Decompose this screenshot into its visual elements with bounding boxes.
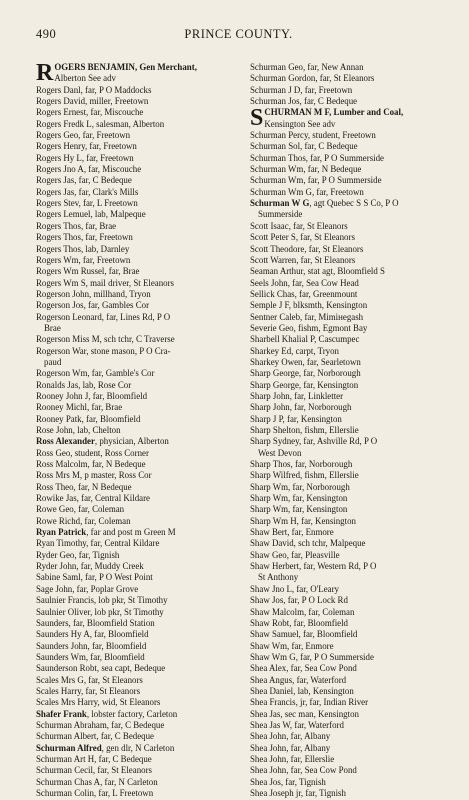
- directory-entry: Rogerson Leonard, far, Lines Rd, P O: [36, 311, 171, 322]
- directory-entry: Shea Alex, far, Sea Cow Pond: [250, 663, 357, 674]
- directory-entry: Scales Mrs Harry, wid, St Eleanors: [36, 697, 161, 708]
- directory-entry: Schurman J D, far, Freetown: [250, 84, 353, 95]
- directory-entry: Sharp John, far, Norborough: [250, 402, 352, 413]
- directory-entry: Shaw Jno L, far, O'Leary: [250, 583, 339, 594]
- directory-entry: Shea John, far, Ellerslie: [250, 753, 335, 764]
- directory-entry: Severie Geo, fishm, Egmont Bay: [250, 322, 368, 333]
- entry-continuation: paud: [44, 356, 62, 367]
- directory-entry: Rogers Fredk L, salesman, Alberton: [36, 118, 165, 129]
- directory-entry: Schurman Sol, far, C Bedeque: [250, 141, 358, 152]
- directory-entry: Shea John, far, Albany: [250, 742, 331, 753]
- entry-name-bold: Schurman Alfred: [36, 742, 102, 753]
- directory-entry: Scott Warren, far, St Eleanors: [250, 254, 356, 265]
- directory-entry: Schurman Geo, far, New Annan: [250, 62, 364, 72]
- directory-entry: Schurman Albert, far, C Bedeque: [36, 731, 154, 742]
- directory-entry: Rowe Geo, far, Coleman: [36, 504, 125, 515]
- featured-entry-line: Alberton See adv: [54, 73, 116, 84]
- directory-entry: Rooney Michl, far, Brae: [36, 402, 123, 413]
- directory-entry: Schurman Percy, student, Freetown: [250, 130, 376, 141]
- directory-entry: Saulnier Francis, lob pkr, St Timothy: [36, 595, 168, 606]
- directory-entry: Saunders, far, Bloomfield Station: [36, 617, 155, 628]
- directory-entry: Rooney John J, far, Bloomfield: [36, 390, 148, 401]
- directory-entry: Ryan Timothy, far, Central Kildare: [36, 538, 160, 549]
- directory-entry: Schurman Gordon, far, St Eleanors: [250, 73, 375, 84]
- directory-entry: Shea Joseph jr, far, Tignish: [250, 788, 346, 798]
- directory-entry: Scott Isaac, far, St Eleanors: [250, 220, 348, 231]
- directory-entry: Saunders John, far, Bloomfield: [36, 640, 147, 651]
- directory-entry: Ross Mrs M, p master, Ross Cor: [36, 470, 152, 481]
- directory-entry: Sharp George, far, Norborough: [250, 368, 361, 379]
- directory-entry: Schurman Thos, far, P O Summerside: [250, 152, 384, 163]
- directory-entry: Sharp Wilfred, fishm, Ellerslie: [250, 470, 359, 481]
- directory-entry: Rogers Jas, far, C Bedeque: [36, 175, 132, 186]
- directory-entry: Rogers Stev, far, L Freetown: [36, 198, 138, 209]
- directory-entry: Sharp J P, far, Kensington: [250, 413, 342, 424]
- directory-entry: Shaw Bert, far, Enmore: [250, 527, 334, 538]
- directory-entry: Sellick Chas, far, Greenmount: [250, 288, 358, 299]
- featured-entry-line: OGERS BENJAMIN, Gen Merchant,: [54, 62, 197, 72]
- directory-entry: Schurman Wm G, far, Freetown: [250, 186, 364, 197]
- directory-entry: Scales Harry, far, St Eleanors: [36, 685, 141, 696]
- directory-entry: Ryder Geo, far, Tignish: [36, 549, 120, 560]
- directory-entry: Ronalds Jas, lab, Rose Cor: [36, 379, 132, 390]
- directory-entry: Schurman Colin, far, L Freetown: [36, 788, 154, 798]
- directory-entry: Seaman Arthur, stat agt, Bloomfield S: [250, 266, 385, 277]
- directory-entry: Sharkey Ed, carpt, Tryon: [250, 345, 339, 356]
- directory-entry: Schurman Cecil, far, St Eleanors: [36, 765, 152, 776]
- directory-entry: Sentner Caleb, far, Mimінegash: [250, 311, 364, 322]
- directory-entry: Shea Jas, sec man, Kensington: [250, 708, 359, 719]
- drop-initial: R: [36, 62, 54, 85]
- entry-details: , agt Quebec S S Co, P O: [309, 198, 399, 209]
- directory-entry: Rowike Jas, far, Central Kildare: [36, 493, 150, 504]
- directory-entry: Sharp Wm H, far, Kensington: [250, 515, 356, 526]
- directory-entry: Rooney Patk, far, Bloomfield: [36, 413, 141, 424]
- directory-entry: Rogers Hy L, far, Freetown: [36, 152, 134, 163]
- directory-entry: Sharp John, far, Linkletter: [250, 390, 344, 401]
- directory-entry: Rogers Jas, far, Clark's Mills: [36, 186, 139, 197]
- directory-entry: Saunders Hy A, far, Bloomfield: [36, 629, 149, 640]
- directory-entry: Sharp Shelton, fishm, Ellerslie: [250, 425, 359, 435]
- directory-entry: Rogers David, miller, Freetown: [36, 96, 149, 107]
- directory-entry: Sharp Wm, far, Kensington: [250, 504, 348, 515]
- directory-entry: Sabine Saml, far, P O West Point: [36, 572, 153, 583]
- entry-details: , physician, Alberton: [94, 436, 169, 447]
- directory-entry: Shaw Samuel, far, Bloomfield: [250, 629, 358, 640]
- directory-entry: Shaw Wm, far, Enmore: [250, 640, 334, 651]
- directory-entry: Schurman Chas A, far, N Carleton: [36, 776, 158, 787]
- entry-name-bold: Schurman W G: [250, 198, 310, 209]
- featured-entry: [36, 62, 246, 85]
- entry-name-bold: Ryan Patrick: [36, 527, 87, 538]
- entry-details: , far and post m Green M: [86, 527, 176, 538]
- directory-entry: [36, 527, 246, 538]
- entry-details: , gen dlr, N Carleton: [101, 742, 175, 753]
- left-column: [36, 62, 246, 799]
- directory-entry: Shaw Robt, far, Bloomfield: [250, 617, 348, 628]
- directory-entry: Saunderson Robt, sea capt, Bedeque: [36, 663, 166, 674]
- directory-entry: [36, 436, 246, 447]
- directory-entry: Sharp Thos, far, Norborough: [250, 459, 353, 470]
- directory-entry: Rogers Thos, lab, Darnley: [36, 243, 130, 254]
- directory-entry: [36, 743, 246, 754]
- directory-entry: Rogerson War, stone mason, P O Cra-: [36, 345, 171, 356]
- directory-entry: Saunders Wm, far, Bloomfield: [36, 651, 145, 662]
- entry-name-bold: Ross Alexander: [36, 436, 95, 447]
- page-number: 490: [36, 27, 57, 41]
- directory-entry: Shaw Herbert, far, Western Rd, P O: [250, 561, 377, 572]
- directory-entry: Shaw Malcolm, far, Coleman: [250, 606, 355, 617]
- directory-entry: Shea John, far, Albany: [250, 731, 331, 742]
- directory-entry: Sharkey Owen, far, Searletown: [250, 356, 361, 367]
- directory-entry: Rogers Thos, far, Freetown: [36, 232, 133, 243]
- directory-entry: Sharp George, far, Kensington: [250, 379, 359, 390]
- running-title: PRINCE COUNTY.: [184, 27, 293, 41]
- directory-entry: Rogers Henry, far, Freetown: [36, 141, 137, 152]
- right-column: [250, 62, 460, 799]
- entry-name-bold: Shafer Frank: [36, 708, 87, 719]
- directory-entry: Rogerson Miss M, sch tchr, C Traverse: [36, 334, 175, 345]
- directory-entry: Ryder John, far, Muddy Creek: [36, 561, 144, 572]
- directory-entry: Rogers Danl, far, P O Maddocks: [36, 84, 152, 95]
- directory-entry: Ross Geo, student, Ross Corner: [36, 447, 149, 458]
- directory-entry: Shaw Wm G, far, P O Summerside: [250, 651, 374, 662]
- directory-entry: Saulnier Oliver, lob pkr, St Timothy: [36, 606, 164, 617]
- directory-entry: Shaw David, sch tchr, Malpeque: [250, 538, 366, 549]
- directory-entry: Sharbell Khalial P, Cascumpec: [250, 334, 360, 345]
- directory-entry: Shea Daniel, lab, Kensington: [250, 685, 354, 696]
- directory-entry: Rogerson Wm, far, Gamble's Cor: [36, 368, 155, 379]
- directory-entry: Rogers Wm Russel, far, Brae: [36, 266, 140, 277]
- directory-entry: Semple J F, blksmth, Kensington: [250, 300, 368, 311]
- directory-entry: Schurman Wm, far, N Bedeque: [250, 164, 362, 175]
- drop-initial: S: [250, 107, 264, 131]
- featured-entry-line: CHURMAN M F, Lumber and Coal,: [264, 107, 404, 118]
- directory-entry: Rogerson Jos, far, Gambles Cor: [36, 300, 150, 311]
- directory-entry: Rose John, lab, Chelton: [36, 425, 121, 435]
- directory-entry: Shea Francis, jr, far, Indian River: [250, 697, 369, 708]
- directory-entry: Shea Jas W, far, Waterford: [250, 719, 344, 730]
- entry-continuation: St Anthony: [258, 572, 299, 583]
- directory-entry: Seels John, far, Sea Cow Head: [250, 277, 359, 288]
- directory-entry: Ross Theo, far, N Bedeque: [36, 481, 132, 492]
- directory-entry: Scales Mrs G, far, St Eleanors: [36, 674, 143, 685]
- entry-continuation: Summerside: [258, 209, 303, 220]
- directory-entry: Scott Peter S, far, St Eleanors: [250, 232, 355, 243]
- directory-entry: Sharp Wm, far, Norborough: [250, 481, 350, 492]
- entry-continuation: West Devon: [258, 447, 302, 458]
- directory-entry: Schurman Jos, far, C Bedeque: [250, 96, 358, 107]
- directory-entry: Shea Angus, far, Waterford: [250, 674, 347, 685]
- directory-entry: Rogerson John, millhand, Tryon: [36, 288, 151, 299]
- directory-entry: [250, 198, 460, 209]
- directory-entry: Schurman Wm, far, P O Summerside: [250, 175, 382, 186]
- directory-entry: Shaw Geo, far, Pleasville: [250, 549, 340, 560]
- directory-entry: Shea Jos, far, Tignish: [250, 776, 326, 787]
- featured-entry-line: Kensington See adv: [264, 118, 336, 129]
- featured-entry: [250, 107, 460, 130]
- directory-entry: Scott Theodore, far, St Eleanors: [250, 243, 364, 254]
- directory-entry: Shaw Jos, far, P O Lock Rd: [250, 595, 348, 606]
- directory-entry: Rogers Ernest, far, Miscouche: [36, 107, 144, 118]
- directory-entry: Sage John, far, Poplar Grove: [36, 583, 139, 594]
- directory-entry: Rogers Wm, far, Freetown: [36, 254, 131, 265]
- entry-details: , lobster factory, Carleton: [86, 708, 178, 719]
- directory-entry: Schurman Abraham, far, C Bedeque: [36, 719, 165, 730]
- directory-entry: Rogers Jno A, far, Miscouche: [36, 164, 142, 175]
- entry-continuation: Brae: [44, 322, 61, 333]
- directory-entry: Rowe Richd, far, Coleman: [36, 515, 131, 526]
- directory-entry: Rogers Geo, far, Freetown: [36, 130, 131, 141]
- directory-entry: Shea John, far, Sea Cow Pond: [250, 765, 357, 776]
- directory-entry: Sharp Wm, far, Kensington: [250, 493, 348, 504]
- directory-entry: Rogers Thos, far, Brae: [36, 220, 117, 231]
- page-header: [36, 27, 441, 43]
- directory-entry: Sharp Sydney, far, Ashville Rd, P O: [250, 436, 378, 447]
- directory-entry: Rogers Wm S, mail driver, St Eleanors: [36, 277, 175, 288]
- directory-entry: Schurman Art H, far, C Bedeque: [36, 753, 152, 764]
- directory-entry: [36, 709, 246, 720]
- directory-entry: Ross Malcolm, far, N Bedeque: [36, 459, 146, 470]
- directory-entry: Rogers Lemuel, lab, Malpeque: [36, 209, 146, 220]
